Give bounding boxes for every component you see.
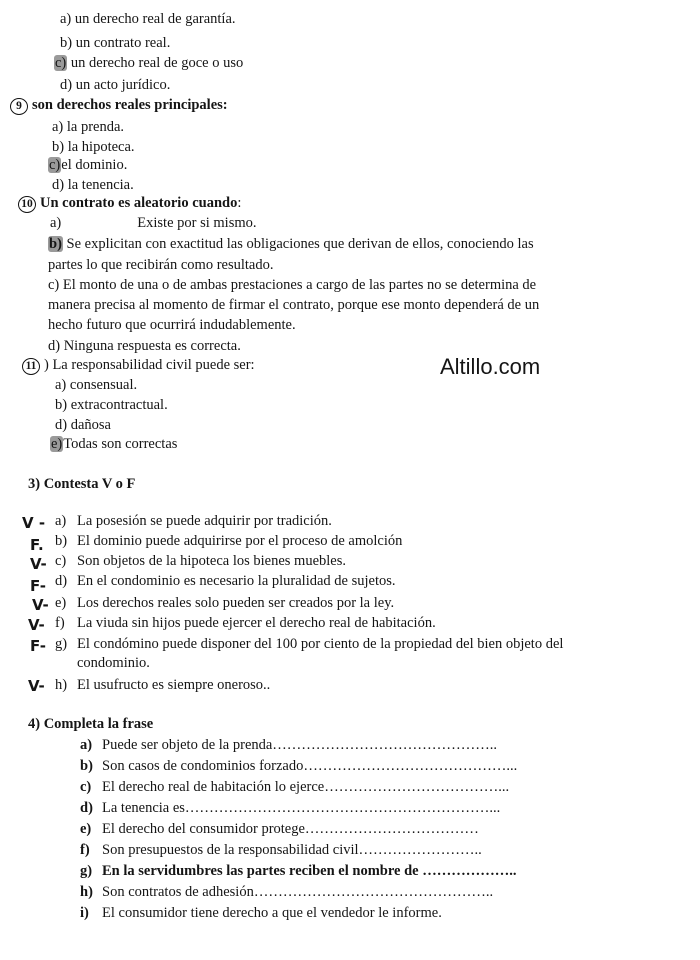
- fill-item-text: El derecho del consumidor protege………………………………: [102, 821, 479, 837]
- q10-option-a-label: a): [50, 215, 62, 231]
- q10-option-a-text: Existe por si mismo.: [137, 215, 257, 231]
- q10-option-a: [50, 214, 257, 232]
- q8-option-d: d) un acto jurídico.: [60, 77, 171, 93]
- vf-item-g-continued: condominio.: [77, 655, 150, 671]
- answer-mark: F-: [30, 577, 47, 595]
- vf-item-text: En el condominio es necesario la pluralidad de sujetos.: [77, 573, 396, 589]
- q11-number-badge: 11: [22, 358, 40, 375]
- q10-option-c-line1: c) El monto de una o de ambas prestaciones a cargo de las partes no se determina de: [48, 277, 537, 293]
- vf-item-text: La posesión se puede adquirir por tradición.: [77, 513, 332, 529]
- q10-option-c-line3: hecho futuro que ocurrirá indudablemente.: [48, 317, 296, 333]
- q8-option-a: a) un derecho real de garantía.: [60, 11, 236, 27]
- vf-item-text: La viuda sin hijos puede ejercer el derecho real de habitación.: [77, 615, 436, 631]
- fill-item-label: h): [80, 884, 93, 900]
- vf-item-label: c): [55, 553, 67, 569]
- vf-item: [55, 552, 346, 570]
- section3-heading: 3) Contesta V o F: [28, 476, 136, 492]
- q8-option-c: [54, 54, 243, 72]
- vf-item: [55, 676, 270, 694]
- answer-mark: V -: [22, 514, 46, 532]
- fill-item-label: g): [80, 863, 93, 879]
- q9-option-d: d) la tenencia.: [52, 177, 134, 193]
- q9-question-text: son derechos reales principales:: [32, 97, 228, 113]
- fill-item-text: En la servidumbres las partes reciben el nombre de ………………..: [102, 863, 517, 879]
- q11-option-e-label: e): [51, 436, 63, 452]
- vf-item-text: Son objetos de la hipoteca los bienes muebles.: [77, 553, 347, 569]
- fill-item-label: f): [80, 842, 90, 858]
- q8-option-b: b) un contrato real.: [60, 35, 171, 51]
- fill-item: [80, 757, 517, 775]
- q11-option-b: b) extracontractual.: [55, 397, 168, 413]
- q10-option-c-line2: manera precisa al momento de firmar el contrato, porque ese monto dependerá de un: [48, 297, 540, 313]
- vf-item: [55, 594, 394, 612]
- answer-mark: V-: [32, 596, 49, 614]
- vf-item-text: El condómino puede disponer del 100 por ciento de la propiedad del bien objeto del: [77, 636, 564, 652]
- q10-option-b-text: Se explicitan con exactitud las obligaciones que derivan de ellos, conociendo las: [66, 236, 534, 252]
- vf-item-label: b): [55, 533, 68, 549]
- q11-option-a: a) consensual.: [55, 377, 138, 393]
- fill-item-text: La tenencia es………………………………………………………...: [102, 800, 501, 816]
- q10-question-text: Un contrato es aleatorio cuando: [40, 195, 238, 211]
- vf-item-text: Los derechos reales solo pueden ser creados por la ley.: [77, 595, 395, 611]
- q9-option-a: a) la prenda.: [52, 119, 125, 135]
- vf-item: [55, 532, 402, 550]
- fill-item: [80, 820, 479, 838]
- q10-option-b-label: b): [49, 236, 62, 252]
- q11-option-d: d) dañosa: [55, 417, 111, 433]
- fill-item-text: Son casos de condominios forzado……………………………………...: [102, 758, 518, 774]
- q10-question-colon: :: [237, 195, 242, 211]
- answer-mark: V-: [28, 677, 45, 695]
- vf-item: [55, 635, 563, 653]
- answer-mark: V-: [30, 555, 47, 573]
- q9-option-b: b) la hipoteca.: [52, 139, 135, 155]
- vf-item-label: d): [55, 573, 68, 589]
- q11-option-e: [50, 435, 177, 453]
- q10-question: [18, 194, 241, 213]
- vf-item-label: g): [55, 636, 68, 652]
- vf-item: [55, 614, 436, 632]
- fill-item-label: e): [80, 821, 92, 837]
- q10-number-badge: 10: [18, 196, 36, 213]
- q11-option-e-text: Todas son correctas: [63, 436, 178, 452]
- fill-item-label: a): [80, 737, 93, 753]
- section4-heading: 4) Completa la frase: [28, 716, 154, 732]
- q9-question: [10, 96, 228, 115]
- fill-item-text: Son contratos de adhesión…………………………………………..: [102, 884, 494, 900]
- fill-item-text: El consumidor tiene derecho a que el vendedor le informe.: [102, 905, 442, 921]
- fill-item-label: b): [80, 758, 93, 774]
- q9-option-c-text: el dominio.: [61, 157, 128, 173]
- vf-item-text: El usufructo es siempre oneroso..: [77, 677, 271, 693]
- vf-item-label: a): [55, 513, 67, 529]
- q10-option-b-continued: partes lo que recibirán como resultado.: [48, 257, 274, 273]
- fill-item: [80, 862, 516, 880]
- answer-mark: V-: [28, 616, 45, 634]
- q8-option-c-label: c): [55, 55, 67, 71]
- fill-item-text: Puede ser objeto de la prenda………………………………………..: [102, 737, 498, 753]
- fill-item-label: d): [80, 800, 93, 816]
- q10-option-b: [48, 235, 534, 253]
- q9-number-badge: 9: [10, 98, 28, 115]
- fill-item: [80, 736, 497, 754]
- answer-mark: F.: [30, 536, 44, 554]
- fill-item: [80, 778, 509, 796]
- vf-item-label: e): [55, 595, 67, 611]
- altillo-watermark: Altillo.com: [440, 354, 541, 379]
- vf-item-text: El dominio puede adquirirse por el proceso de amolción: [77, 533, 403, 549]
- fill-item: [80, 799, 500, 817]
- vf-item-label: f): [55, 615, 65, 631]
- q8-option-c-text: un derecho real de goce o uso: [70, 55, 244, 71]
- fill-item: [80, 904, 442, 922]
- q9-option-c-label: c): [49, 157, 61, 173]
- q11-question: [22, 356, 255, 375]
- fill-item-text: Son presupuestos de la responsabilidad civil……………………..: [102, 842, 482, 858]
- fill-item-text: El derecho real de habitación lo ejerce………………………………...: [102, 779, 510, 795]
- q10-option-d: d) Ninguna respuesta es correcta.: [48, 338, 241, 354]
- answer-mark: F-: [30, 637, 47, 655]
- fill-item-label: c): [80, 779, 92, 795]
- fill-item: [80, 883, 493, 901]
- q11-question-text: ) La responsabilidad civil puede ser:: [44, 357, 255, 373]
- q9-option-c: [48, 156, 127, 174]
- fill-item: [80, 841, 482, 859]
- vf-item-label: h): [55, 677, 68, 693]
- vf-item: [55, 512, 332, 530]
- vf-item: [55, 572, 396, 590]
- fill-item-label: i): [80, 905, 89, 921]
